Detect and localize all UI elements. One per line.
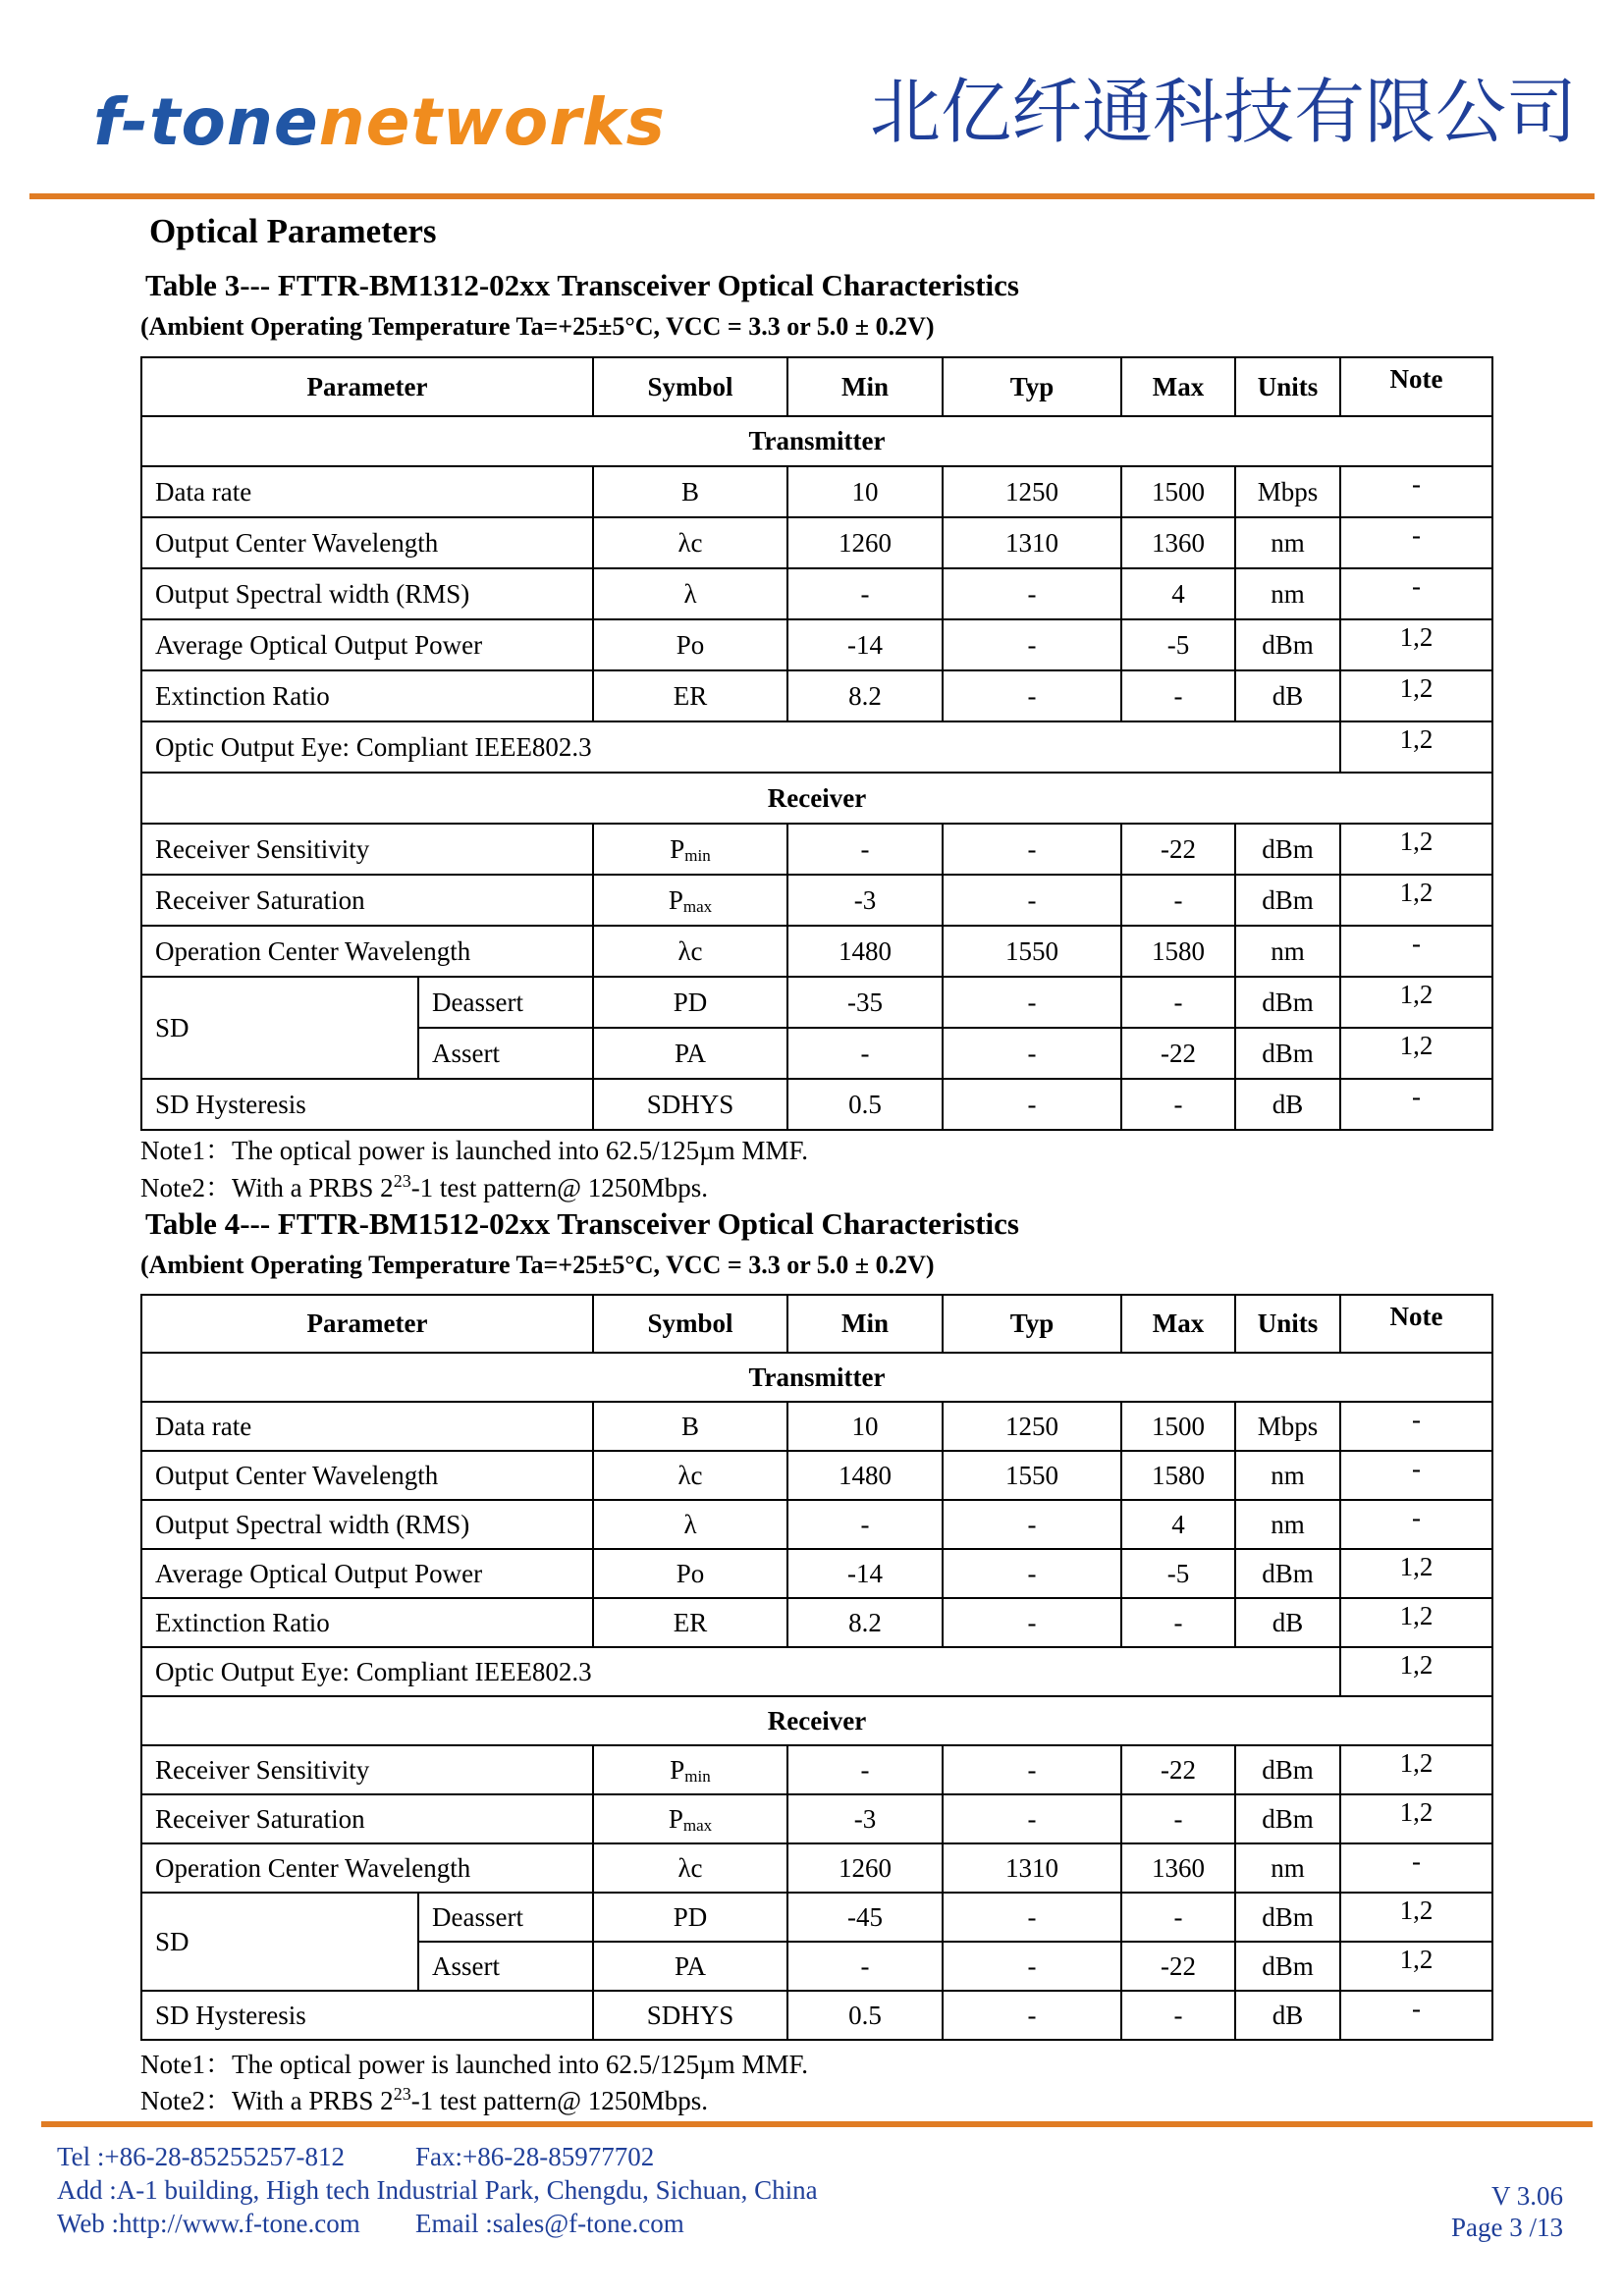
note-cell: 1,2	[1340, 670, 1492, 721]
header-min: Min	[787, 1295, 943, 1353]
footer-fax: Fax:+86-28-85977702	[415, 2142, 655, 2171]
symbol-cell	[593, 926, 787, 977]
receiver-label: Receiver	[141, 1696, 1492, 1745]
sd-sub-parameter: Deassert	[418, 977, 593, 1028]
table-row	[141, 517, 1492, 568]
table-row	[141, 619, 1492, 670]
min-cell: 10	[787, 1402, 943, 1451]
symbol-cell: B	[593, 466, 787, 517]
symbol-cell: λ	[593, 1500, 787, 1549]
max-cell: 1500	[1121, 466, 1235, 517]
table-4	[140, 1294, 1493, 2041]
section-row-receiver	[141, 1696, 1492, 1745]
symbol-subscript: max	[682, 896, 713, 916]
note-cell: -	[1340, 568, 1492, 619]
units-cell: dBm	[1235, 1794, 1340, 1843]
table-3-subtitle: (Ambient Operating Temperature Ta=+25±5°C, VCC = 3.3 or 5.0 ± 0.2V)	[140, 312, 935, 341]
note-2-text: Note2：With a PRBS 2	[140, 2086, 394, 2115]
footer-contact-line	[57, 2142, 654, 2172]
table-row	[141, 721, 1492, 773]
min-cell: -14	[787, 1549, 943, 1598]
parameter-cell: Output Spectral width (RMS)	[141, 568, 593, 619]
min-cell: -	[787, 1028, 943, 1079]
units-cell: dBm	[1235, 1942, 1340, 1991]
table-3	[140, 356, 1493, 1131]
units-cell: dBm	[1235, 1745, 1340, 1794]
note-cell: -	[1340, 517, 1492, 568]
table-row	[141, 1079, 1492, 1130]
units-cell: dBm	[1235, 977, 1340, 1028]
symbol-main: P	[668, 1803, 683, 1834]
note-cell: 1,2	[1340, 1647, 1492, 1696]
header-typ: Typ	[943, 357, 1121, 416]
table-row	[141, 875, 1492, 926]
units-cell: nm	[1235, 1843, 1340, 1893]
min-cell: 8.2	[787, 670, 943, 721]
max-cell: -	[1121, 875, 1235, 926]
typ-cell: -	[943, 568, 1121, 619]
symbol-cell: λ	[593, 568, 787, 619]
typ-cell: -	[943, 619, 1121, 670]
symbol-cell: Po	[593, 619, 787, 670]
parameter-cell: Extinction Ratio	[141, 1598, 593, 1647]
max-cell: -5	[1121, 1549, 1235, 1598]
units-cell: dB	[1235, 670, 1340, 721]
section-row-transmitter	[141, 416, 1492, 466]
note-2-superscript: 23	[393, 2084, 411, 2104]
note-cell: -	[1340, 1079, 1492, 1130]
eye-compliance-text: Optic Output Eye: Compliant IEEE802.3	[141, 1647, 1340, 1696]
header-min: Min	[787, 357, 943, 416]
company-name-chinese: 北亿纤通科技有限公司	[869, 71, 1577, 153]
max-cell: -	[1121, 1991, 1235, 2040]
symbol-main: P	[670, 833, 685, 864]
parameter-cell: Output Center Wavelength	[141, 1451, 593, 1500]
parameter-cell: Operation Center Wavelength	[141, 1843, 593, 1893]
max-cell: 4	[1121, 1500, 1235, 1549]
parameter-cell: Operation Center Wavelength	[141, 926, 593, 977]
sd-sub-parameter: Assert	[418, 1028, 593, 1079]
note-cell: -	[1340, 1991, 1492, 2040]
table-row	[141, 568, 1492, 619]
table-3-caption: Table 3--- FTTR-BM1312-02xx Transceiver Optical Characteristics	[145, 268, 1019, 302]
note-cell: 1,2	[1340, 977, 1492, 1028]
max-cell: -	[1121, 977, 1235, 1028]
units-cell: dBm	[1235, 875, 1340, 926]
symbol-cell: PA	[593, 1028, 787, 1079]
units-cell: nm	[1235, 517, 1340, 568]
header-max: Max	[1121, 357, 1235, 416]
table-row	[141, 1549, 1492, 1598]
footer-web-link[interactable]: Web :http://www.f-tone.com	[57, 2209, 360, 2238]
typ-cell: -	[943, 1079, 1121, 1130]
header-divider	[29, 193, 1595, 199]
note-cell: -	[1340, 466, 1492, 517]
parameter-cell: SD Hysteresis	[141, 1079, 593, 1130]
typ-cell: -	[943, 977, 1121, 1028]
symbol-cell	[593, 1745, 787, 1794]
units-cell: nm	[1235, 926, 1340, 977]
units-cell: nm	[1235, 1500, 1340, 1549]
symbol-cell: PD	[593, 1893, 787, 1942]
receiver-label: Receiver	[141, 773, 1492, 824]
typ-cell: -	[943, 1991, 1121, 2040]
typ-cell: 1250	[943, 1402, 1121, 1451]
max-cell: -22	[1121, 1745, 1235, 1794]
typ-cell: -	[943, 824, 1121, 875]
section-row-receiver	[141, 773, 1492, 824]
footer-address: Add :A-1 building, High tech Industrial Park, Chengdu, Sichuan, China	[57, 2175, 818, 2205]
note-cell: 1,2	[1340, 1794, 1492, 1843]
table-4-subtitle: (Ambient Operating Temperature Ta=+25±5°C, VCC = 3.3 or 5.0 ± 0.2V)	[140, 1251, 935, 1279]
note-cell: 1,2	[1340, 1942, 1492, 1991]
min-cell: -	[787, 1745, 943, 1794]
symbol-cell: PD	[593, 977, 787, 1028]
table-4-caption: Table 4--- FTTR-BM1512-02xx Transceiver Optical Characteristics	[145, 1206, 1019, 1241]
note-cell: -	[1340, 926, 1492, 977]
symbol-cell: SDHYS	[593, 1079, 787, 1130]
min-cell: -3	[787, 875, 943, 926]
units-cell: dB	[1235, 1598, 1340, 1647]
parameter-cell: Receiver Sensitivity	[141, 824, 593, 875]
min-cell: 1480	[787, 926, 943, 977]
typ-cell: -	[943, 1500, 1121, 1549]
symbol-cell: ER	[593, 1598, 787, 1647]
sd-label: SD	[141, 977, 418, 1079]
max-cell: 1580	[1121, 1451, 1235, 1500]
symbol-cell: ER	[593, 670, 787, 721]
company-logo	[93, 84, 666, 160]
typ-cell: -	[943, 1745, 1121, 1794]
table-row	[141, 670, 1492, 721]
table-row	[141, 1647, 1492, 1696]
parameter-cell: Receiver Saturation	[141, 1794, 593, 1843]
note-cell: -	[1340, 1500, 1492, 1549]
note-cell: 1,2	[1340, 1549, 1492, 1598]
table-row	[141, 1598, 1492, 1647]
units-cell: nm	[1235, 568, 1340, 619]
symbol-cell	[593, 1843, 787, 1893]
table-row	[141, 1843, 1492, 1893]
units-cell: dBm	[1235, 1893, 1340, 1942]
max-cell: -	[1121, 1794, 1235, 1843]
header-note: Note	[1340, 357, 1492, 416]
max-cell: 1360	[1121, 517, 1235, 568]
table-row	[141, 466, 1492, 517]
transmitter-label: Transmitter	[141, 1353, 1492, 1402]
typ-cell: -	[943, 1794, 1121, 1843]
min-cell: 1260	[787, 1843, 943, 1893]
footer-tel: Tel :+86-28-85255257-812	[57, 2142, 346, 2171]
max-cell: -5	[1121, 619, 1235, 670]
max-cell: -	[1121, 1079, 1235, 1130]
note-cell: -	[1340, 1451, 1492, 1500]
min-cell: 0.5	[787, 1991, 943, 2040]
units-cell: dB	[1235, 1079, 1340, 1130]
symbol-subscript: max	[682, 1815, 713, 1835]
note-cell: 1,2	[1340, 1598, 1492, 1647]
symbol-subscript: min	[684, 1766, 711, 1786]
parameter-cell: SD Hysteresis	[141, 1991, 593, 2040]
units-cell: dBm	[1235, 1549, 1340, 1598]
parameter-cell: Data rate	[141, 1402, 593, 1451]
symbol-cell	[593, 1794, 787, 1843]
max-cell: -22	[1121, 1028, 1235, 1079]
footer-email-link[interactable]: Email :sales@f-tone.com	[415, 2209, 684, 2238]
symbol-cell: λc	[593, 517, 787, 568]
table-row	[141, 926, 1492, 977]
table-row	[141, 1451, 1492, 1500]
note-cell: 1,2	[1340, 1745, 1492, 1794]
parameter-cell: Receiver Sensitivity	[141, 1745, 593, 1794]
parameter-cell: Data rate	[141, 466, 593, 517]
note-cell: -	[1340, 1402, 1492, 1451]
min-cell: -	[787, 1500, 943, 1549]
table-3-note-1: Note1：The optical power is launched into 62.5/125µm MMF.	[140, 1136, 809, 1165]
symbol-cell: SDHYS	[593, 1991, 787, 2040]
note-cell: -	[1340, 1843, 1492, 1893]
typ-cell: -	[943, 1028, 1121, 1079]
section-row-transmitter	[141, 1353, 1492, 1402]
typ-cell: -	[943, 875, 1121, 926]
min-cell: 1480	[787, 1451, 943, 1500]
min-cell: -3	[787, 1794, 943, 1843]
parameter-cell: Extinction Ratio	[141, 670, 593, 721]
typ-cell: -	[943, 1942, 1121, 1991]
typ-cell: 1310	[943, 1843, 1121, 1893]
footer-version: V 3.06	[1490, 2181, 1563, 2211]
table-3-note-2	[140, 1166, 708, 1204]
note-cell: 1,2	[1340, 721, 1492, 773]
units-cell: dB	[1235, 1991, 1340, 2040]
logo-part-2: networks	[318, 84, 666, 160]
table-row	[141, 1500, 1492, 1549]
max-cell: -	[1121, 1893, 1235, 1942]
units-cell: Mbps	[1235, 466, 1340, 517]
max-cell: -	[1121, 1598, 1235, 1647]
header-symbol: Symbol	[593, 1295, 787, 1353]
header-parameter: Parameter	[141, 357, 593, 416]
table-row	[141, 1402, 1492, 1451]
table-row	[141, 1745, 1492, 1794]
symbol-main: P	[670, 1754, 685, 1785]
max-cell: 1580	[1121, 926, 1235, 977]
header-units: Units	[1235, 1295, 1340, 1353]
min-cell: 0.5	[787, 1079, 943, 1130]
units-cell: dBm	[1235, 824, 1340, 875]
sd-sub-parameter: Deassert	[418, 1893, 593, 1942]
max-cell: 1500	[1121, 1402, 1235, 1451]
section-title: Optical Parameters	[149, 212, 437, 250]
table-row	[141, 824, 1492, 875]
min-cell: 10	[787, 466, 943, 517]
min-cell: -45	[787, 1893, 943, 1942]
typ-cell: 1550	[943, 926, 1121, 977]
max-cell: 1360	[1121, 1843, 1235, 1893]
max-cell: -	[1121, 670, 1235, 721]
sd-label: SD	[141, 1893, 418, 1991]
note-cell: 1,2	[1340, 875, 1492, 926]
table-row	[141, 1991, 1492, 2040]
symbol-cell: λc	[593, 1451, 787, 1500]
logo-part-1: f-tone	[93, 84, 319, 160]
typ-cell: 1250	[943, 466, 1121, 517]
header-note: Note	[1340, 1295, 1492, 1353]
min-cell: -	[787, 1942, 943, 1991]
note-2-text-end: -1 test pattern@ 1250Mbps.	[410, 2086, 709, 2115]
sd-sub-parameter: Assert	[418, 1942, 593, 1991]
min-cell: 1260	[787, 517, 943, 568]
note-cell: 1,2	[1340, 824, 1492, 875]
parameter-cell: Average Optical Output Power	[141, 619, 593, 670]
symbol-cell	[593, 824, 787, 875]
symbol-cell: B	[593, 1402, 787, 1451]
header-symbol: Symbol	[593, 357, 787, 416]
max-cell: 4	[1121, 568, 1235, 619]
typ-cell: -	[943, 1598, 1121, 1647]
note-2-superscript: 23	[393, 1171, 411, 1191]
table-4-note-1: Note1：The optical power is launched into 62.5/125µm MMF.	[140, 2050, 809, 2079]
header-typ: Typ	[943, 1295, 1121, 1353]
table-row	[141, 977, 1492, 1028]
symbol-cell: PA	[593, 1942, 787, 1991]
symbol-subscript: min	[684, 845, 711, 865]
note-cell: 1,2	[1340, 619, 1492, 670]
parameter-cell: Output Center Wavelength	[141, 517, 593, 568]
transmitter-label: Transmitter	[141, 416, 1492, 466]
symbol-main: P	[668, 884, 683, 915]
parameter-cell: Output Spectral width (RMS)	[141, 1500, 593, 1549]
footer-divider	[41, 2121, 1593, 2127]
symbol-main: λc	[677, 1852, 703, 1883]
min-cell: -	[787, 568, 943, 619]
units-cell: dBm	[1235, 619, 1340, 670]
min-cell: 8.2	[787, 1598, 943, 1647]
note-cell: 1,2	[1340, 1893, 1492, 1942]
table-row	[141, 1893, 1492, 1942]
note-2-text-end: -1 test pattern@ 1250Mbps.	[410, 1173, 709, 1202]
symbol-cell: Po	[593, 1549, 787, 1598]
table-row	[141, 1794, 1492, 1843]
footer-page-number: Page 3 /13	[1451, 2213, 1563, 2242]
min-cell: -	[787, 824, 943, 875]
header-units: Units	[1235, 357, 1340, 416]
footer-web-line	[57, 2209, 684, 2239]
units-cell: nm	[1235, 1451, 1340, 1500]
header-parameter: Parameter	[141, 1295, 593, 1353]
note-2-text: Note2：With a PRBS 2	[140, 1173, 394, 1202]
table-header-row	[141, 357, 1492, 416]
header-max: Max	[1121, 1295, 1235, 1353]
note-cell: 1,2	[1340, 1028, 1492, 1079]
units-cell: dBm	[1235, 1028, 1340, 1079]
units-cell: Mbps	[1235, 1402, 1340, 1451]
max-cell: -22	[1121, 1942, 1235, 1991]
min-cell: -35	[787, 977, 943, 1028]
table-4-note-2	[140, 2079, 708, 2117]
min-cell: -14	[787, 619, 943, 670]
typ-cell: -	[943, 1549, 1121, 1598]
eye-compliance-text: Optic Output Eye: Compliant IEEE802.3	[141, 721, 1340, 773]
symbol-cell	[593, 875, 787, 926]
typ-cell: 1310	[943, 517, 1121, 568]
typ-cell: -	[943, 670, 1121, 721]
max-cell: -22	[1121, 824, 1235, 875]
table-header-row	[141, 1295, 1492, 1353]
typ-cell: 1550	[943, 1451, 1121, 1500]
parameter-cell: Average Optical Output Power	[141, 1549, 593, 1598]
typ-cell: -	[943, 1893, 1121, 1942]
parameter-cell: Receiver Saturation	[141, 875, 593, 926]
symbol-main: λc	[677, 935, 703, 966]
